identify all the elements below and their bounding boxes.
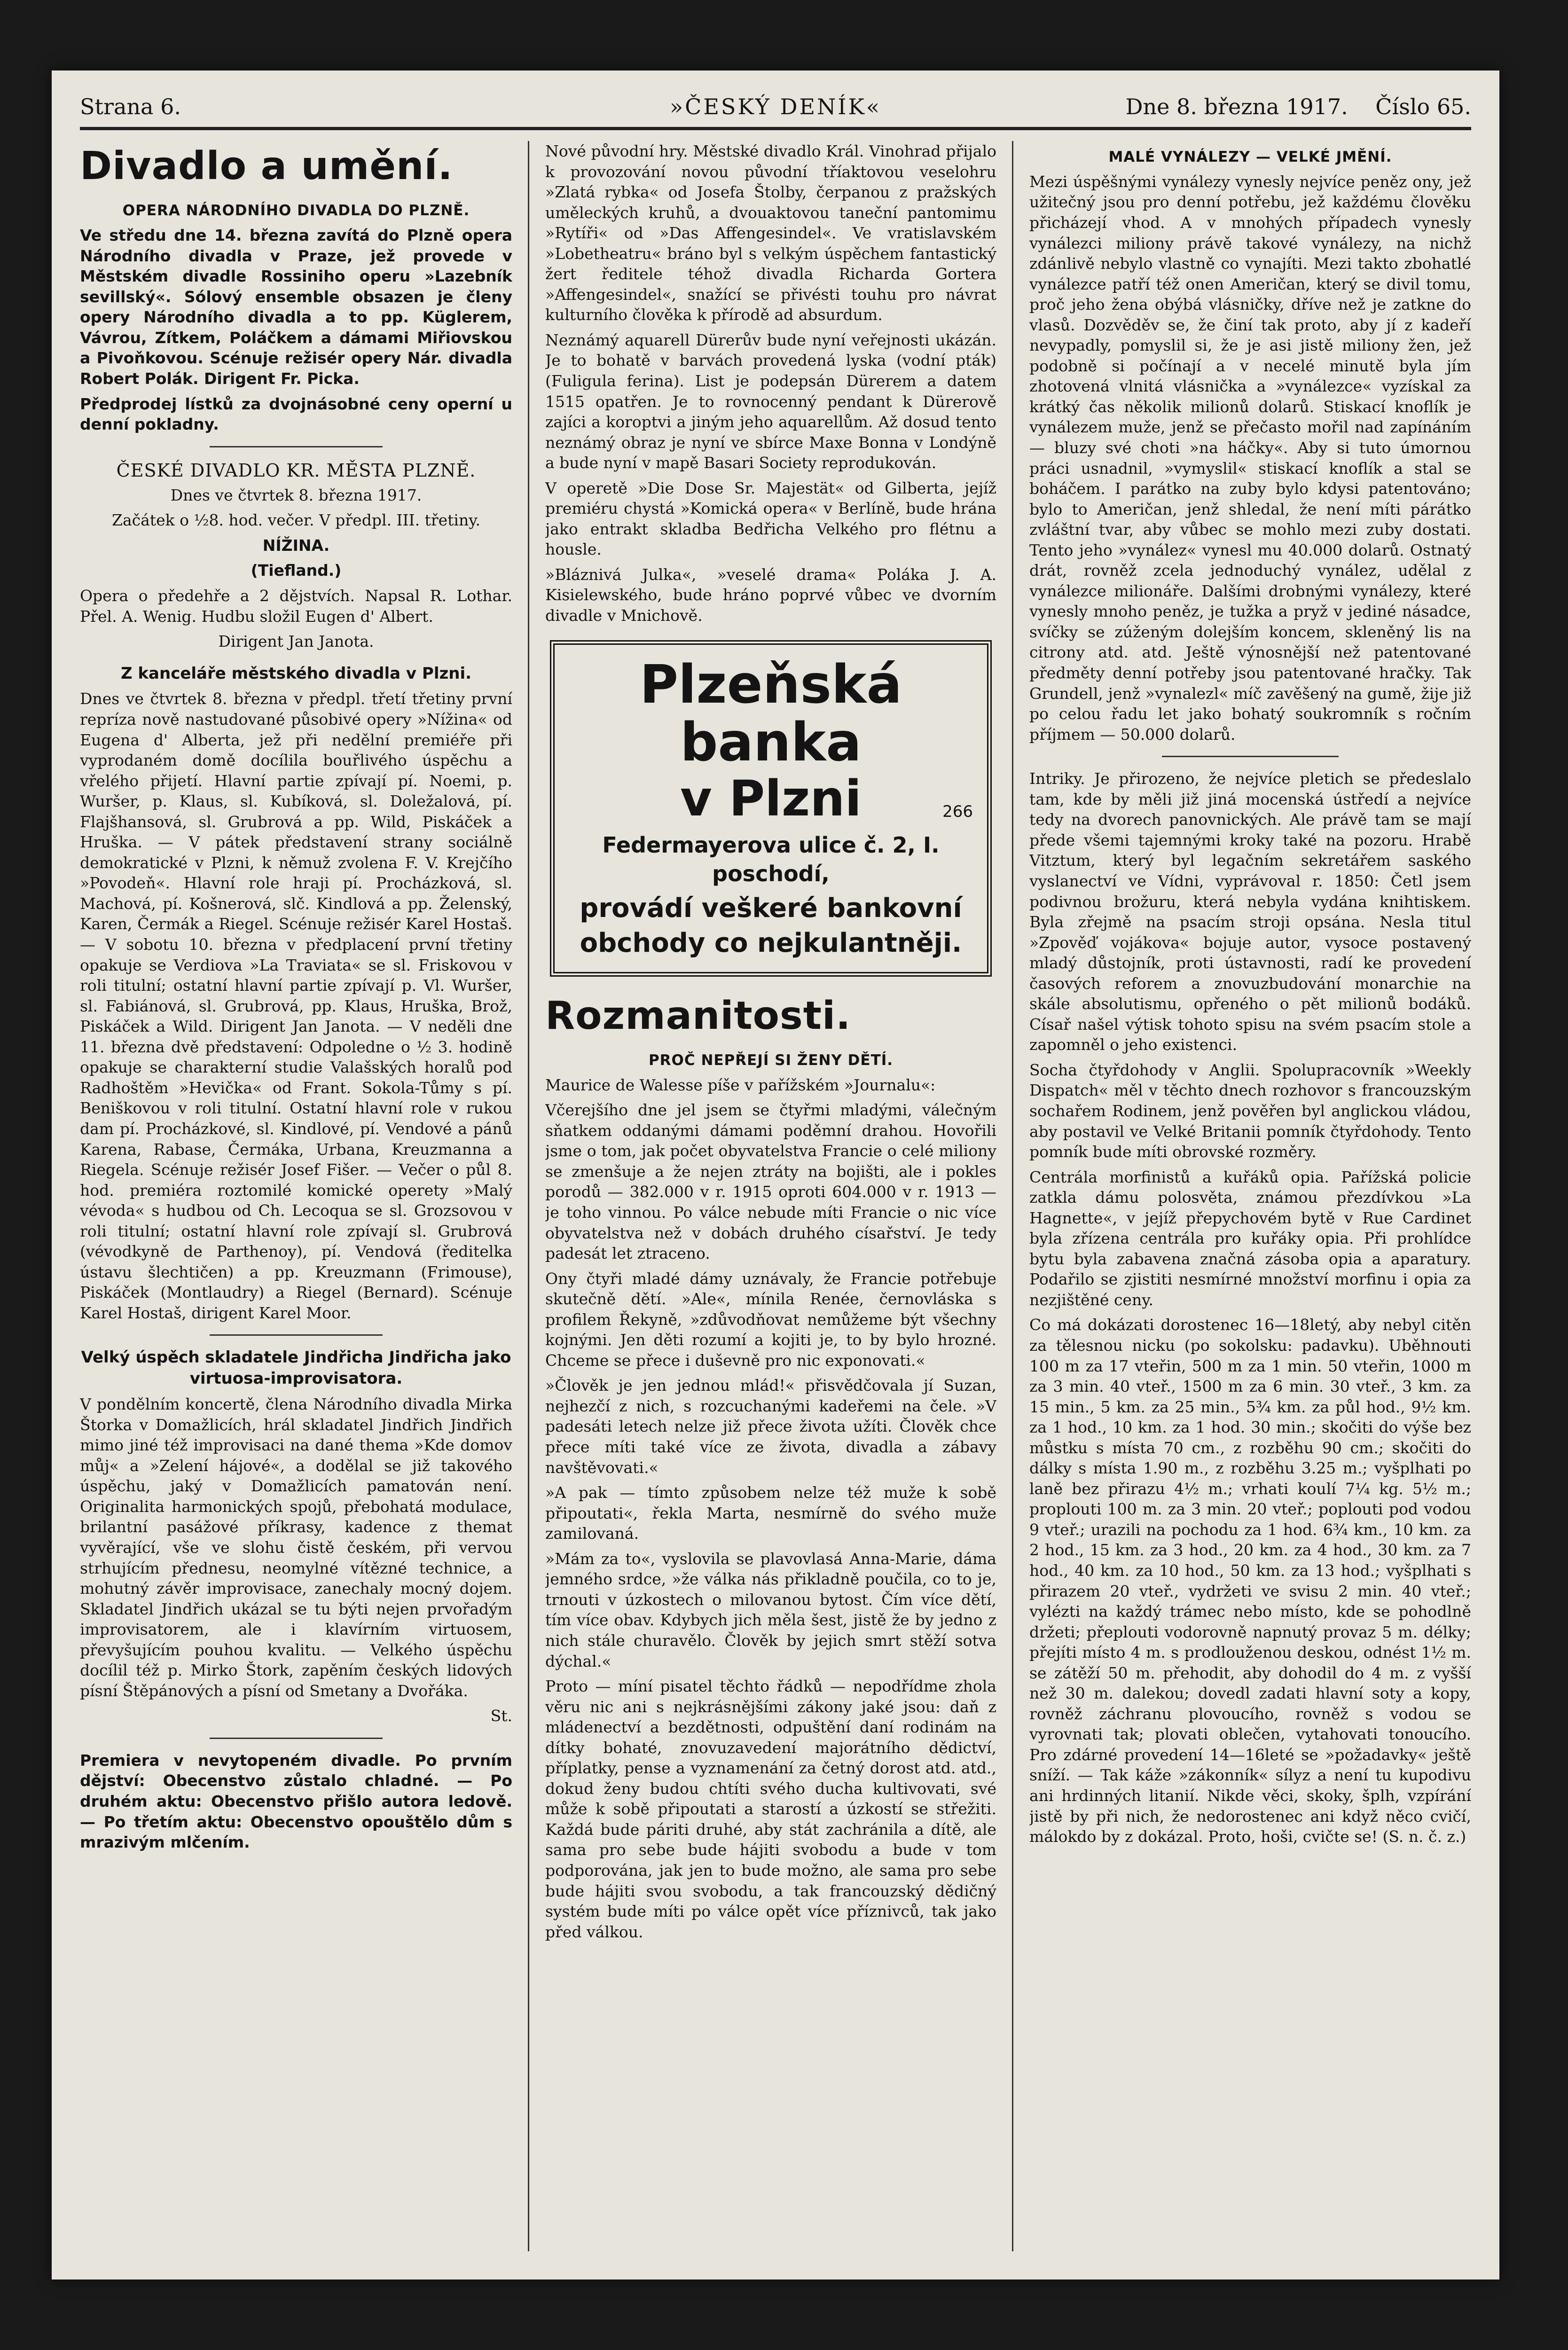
ad-slogan-1: provádí veškeré bankovní: [580, 893, 962, 924]
separator: [210, 446, 383, 447]
women-heading: PROČ NEPŘEJÍ SI ŽENY DĚTÍ.: [648, 1051, 894, 1069]
durer-text: Neznámý aquarell Dürerův bude nyní veřejnosti ukázán. Je to bohatě v barvách provedená lyska (vodní pták) (Fuligula ferina). List je podepsán Dürerem a datem 1515 opatřen. Je to rovnocenný pendant k Dürerově zajíci a koroptvi a jiným jeho aquarellům. Až dosud tento neznámý obraz je nyní ve sbírce Maxe Bonna v Londýně a bude nyní v mapě Basari Society reprodukován.: [545, 330, 996, 472]
play-title: NÍŽINA.: [262, 536, 330, 555]
inventions-text: Mezi úspěšnými vynálezy vynesly nejvíce peněz ony, jež užitečný jsou pro denní potřebu, jež každému člověku přicházejí vhod. A v mnohých případech vynesly vynálezci miliony právě takové vynálezy, na nichž zdánlivě nebylo vlastně co vynajíti. Mezi takto zbohatlé vynálezce patří též onen Američan, který se divil tomu, proč jeho žena obýbá vlásničky, dříve než je zatkne do vlasů. Dozvěděv se, že činí tak proto, aby jí z kadeří nevypadly, pomyslil si, že je asi jistě miliony žen, jež podobně si počínají a v necelé minutě byla jím zhotovená vlnitá vlásnička a »vynálezce« vyzískal za krátký čas několik milionů dolarů. Stiskací knoflík je vynálezem muže, jenž se přečasto mořil nad zapínáním — bluzy své choti »na háčky«. Aby si tuto úmornou práci usnadnil, »vymyslil« stiskací knoflík a stal se boháčem. I parátko na zuby bylo kdysi patentováno; bylo to Američan, jenž shledal, že není míti párátko zvláštní tvar, aby vůbec se mohlo mezi zuby dostati. Tento jeho »vynález« vynesl mu 40.000 dolarů. Ostnatý drát, rovněž zcela jednoduchý vynález, udělal z vynálezce milionáře. Dalšími drobnými vynálezy, které vynesly mnoho peněz, je tužka a pryž v jediné násadce, svíčky se zúženým dolejším koncem, skleněný lis na citrony atd. atd. Ještě výnosnější než patentované předměty denní potřeby jsou patentované hračky. Tak Grundell, jenž »vynalezl« míč zavěšený na gumě, žije již po celou řadu let jako bohatý soukromník s ročním příjmem — 50.000 dolarů.: [1029, 172, 1471, 744]
operetta-text: V operetě »Die Dose Sr. Majestät« od Gilberta, jejíž premiéru chystá »Komická opera« v Berlíně, bude hrána jako entrakt skladba Bedřicha Velkého pro flétnu a housle.: [545, 478, 996, 559]
office-heading: Z kanceláře městského divadla v Plzni.: [120, 664, 472, 683]
section-title-misc: Rozmanitosti.: [545, 993, 851, 1038]
premiere-text: Premiera v nevytopeném divadle. Po prvním dějství: Obecenstvo zůstalo chladné. — Po druhém aktu: Obecenstvo přišlo autora ledově. — Po třetím aktu: Obecenstvo opouštělo dům s mrazivým mlčením.: [80, 1751, 512, 1852]
morphine-text: Centrála morfinistů a kuřáků opia. Pařížská policie zatkla dámu polosvěta, známou přezdívkou »La Hagnette«, v jejíž přepychovém bytě v Rue Cardinet byla zřízena centrála pro kuřáky opia. Při prohlídce bytu byla zabavena značná zásoba opia a aparatury. Podařilo se zjistiti nesmírné množství morfinu i opia za nezjištěné ceny.: [1029, 1167, 1471, 1309]
section-title-theatre: Divadlo a umění.: [80, 144, 453, 188]
newspaper-page: [52, 70, 1499, 2280]
ad-bank-city: v Plzni 266: [680, 769, 973, 827]
women-paragraph: »Člověk je jen jednou mlád!« přisvědčovala jí Suzan, nejhezčí z nich, s rozcuchanými kadeřemi na čele. »V padesáti letech nelze již přece života užíti. Člověk chce přece míti také více ze života, divadla a zábavy navštěvovati.«: [545, 1376, 996, 1477]
youth-text: Co má dokázati dorostenec 16—18letý, aby nebyl citěn za tělesnou nicku (po sokolsku: padavku). Uběhnouti 100 m za 17 vteřin, 500 m za 1 min. 50 vteřin, 1000 m za 3 min. 40 vteř., 1500 m za 6 min. 30 vteř., 3 km. za 15 min., 5 km. za 25 min., 5¾ km. za půl hod., 9½ km. za 1 hod., 10 km. za 1 hod. 30 min.; skočiti do výše bez můstku s místa 70 cm., z rozběhu 90 cm.; skočiti do dálky s místa 1.90 m., z rozběhu 3.25 m.; vyšplhati po laně bez přirazu 4½ m.; vrhati koulí 7¼ kg. 5½ m.; proplouti 100 m. za 3 min. 20 vteř.; poplouti pod vodou 9 vteř.; urazili na pochodu za 1 hod. 6¾ km., 10 km. za 2 hod., 15 km. za 3 hod., 20 km. za 4 hod., 30 km. za 7 hod., 40 km. za 10 hod., 50 km. za 13 hod.; vyšplhati s přirazem 20 vteř., vydržeti ve svisu 2 min. 40 vteř.; vylézti na každý trámec nebo místo, kde se pohodlně držeti; přeplouti vodorovně napnutý provaz 5 m. délky; přejíti místo 4 m. s prodlouženou deskou, odnést 1½ m. se zátěží 50 m. přehodit, aby dohodil do 4 m. z vyšší než 30 m. dalekou; dovedl zadati hlavní soty a kopy, rovněž záchranu plovoucího, rovněž s vodou se vyrovnati tak; plovati oblečen, vytahovati tonoucího. Pro zdárné provedení 14—16leté se »požadavky« ještě sníží. — Tak káže »zákonník« sílyz a není tu kupodivu ani hrdinných litanií. Nikde věci, skoky, šplh, vzpírání jistě by při nich, že nedorostenec ani když něco cvičí, málokdo by z dokázal. Proto, hoši, cvičte se! (S. n. č. z.): [1029, 1316, 1471, 1846]
bank-advertisement: [550, 640, 992, 977]
ad-slogan-2: obchody co nejkulantněji.: [580, 927, 962, 958]
column-varia: [545, 141, 996, 2251]
issue-number: Číslo 65.: [1375, 94, 1471, 119]
column-theatre: [80, 141, 512, 2251]
column-rule: [528, 141, 529, 2251]
opera-heading: OPERA NÁRODNÍHO DIVADLA DO PLZNĚ.: [122, 202, 470, 219]
theatre-heading: ČESKÉ DIVADLO KR. MĚSTA PLZNĚ.: [116, 460, 476, 481]
plays-text: Nové původní hry. Městské divadlo Král. Vinohrad přijalo k provozování novou původní tříaktovou veselohru »Zlatá rybka« od Josefa Štolby, čerpanou z pražských uměleckých kruhů, a dvouaktovou taneční pantomimu »Rytíři« od »Das Affengesindel«. Ve vratislavském »Lobetheatru« bráno byl s velkým úspěchem fantastický žert ředitele téhož divadla Richarda Gortera »Affengesindel«, snažící se přivésti touhu pro návrat kulturního člověka k přírodě ad absurdum.: [545, 142, 996, 324]
women-paragraph: Ony čtyři mladé dámy uznávaly, že Francie potřebuje skutečně dětí. »Ale«, mínila Renée, černovláska s profilem Řekyně, »zdůvodňovat nemůžeme být všechny kojnými. Jen děti rozumí a kojiti je, to by bylo hrozné. Chceme se přece i duševně pro nic exponovati.«: [545, 1269, 996, 1370]
separator: [1162, 756, 1339, 757]
issue-info: [1126, 94, 1471, 119]
ad-address: Federmayerova ulice č. 2, I. poschodí,: [602, 832, 940, 887]
column-rule: [1012, 141, 1013, 2251]
composer-signature: St.: [490, 1707, 512, 1725]
julka-text: »Bláznivá Julka«, »veselé drama« Poláka J. A. Kisielewského, bude hráno poprvé vůbec ve dvorním divadle v Mnichově.: [545, 565, 996, 625]
sculpture-text: Socha čtyřdohody v Anglii. Spolupracovník »Weekly Dispatch« měl v těchto dnech rozhovor s francouzským sochařem Rodinem, jenž pověřen byl anglickou vládou, aby postavil ve Velké Britanii pomník čtyřdohody. Tento pomník bude míti obrovské rozměry.: [1029, 1060, 1471, 1161]
women-paragraph: Maurice de Walesse píše v pařížském »Journalu«:: [545, 1075, 936, 1094]
play-description: Opera o předehře a 2 dějstvích. Napsal R. Lothar. Přel. A. Wenig. Hudbu složil Eugen d' Albert.: [80, 586, 512, 626]
play-conductor: Dirigent Jan Janota.: [218, 632, 374, 651]
separator: [210, 1334, 383, 1336]
issue-date: Dne 8. března 1917.: [1125, 94, 1348, 119]
theatre-date: Dnes ve čtvrtek 8. března 1917.: [170, 486, 422, 504]
women-paragraph: Proto — míní pisatel těchto řádků — nepodřídme zhola věru nic ani s nejkrásnějšími zákony jaké jsou: daň z mládenectví a bezdětnosti, odpuštění daní rodinám na dítky bohaté, znovuzavedení majorátního dědictví, příplatky, pense a vyznamenání za četný dorost atd. atd., dokud ženy budou chtíti svého ducha kultivovati, své může k sobě připoutati a starostí a úzkostí se střežiti. Každá bude páriti druhé, aby stát zachránila a dítě, ale sama pro sebe bude hájiti svobodu a bude v tom podporována, jak jen to bude možno, ale sama pro sebe bude hájiti svou svobodu, a tak francouzský dědičný systém bude míti po válce opět více příznivců, tak jako před válkou.: [545, 1677, 996, 1941]
composer-text: V pondělním koncertě, člena Národního divadla Mirka Štorka v Domažlicích, hrál skladatel Jindřich Jindřich mimo jiné též improvisaci na dané thema »Kde domov můj« a »Zelení hájové«, a dodělal se již takového úspěchu, jaký v Domažlicích pamatován není. Originalita harmonických spojů, přebohatá modulace, brilantní pasážové příkrasy, kadence z themat vyvěrající, vše ve slohu čistě českém, při vervou strhujícím přednesu, neomylné vítězné technice, a mohutný závěr improvisace, zanechaly mocný dojem. Skladatel Jindřich ukázal se tu býti nejen prvořadým improvisatorem, ale i klavírním virtuosem, převyšujícím pouhou kvalitu. — Velkého úspěchu docílil též p. Mirko Štork, zapěním českých lidových písní Štěpánových a písní od Smetany a Dvořáka.: [80, 1395, 512, 1700]
ad-number: 266: [942, 802, 973, 821]
women-paragraph: »A pak — tímto způsobem nelze též muže k sobě připoutati«, řekla Marta, nesmírně do svého muže zamilovaná.: [545, 1483, 996, 1543]
composer-heading: Velký úspěch skladatele Jindřicha Jindřicha jako virtuosa-improvisatora.: [81, 1348, 511, 1388]
separator: [210, 1738, 383, 1739]
play-subtitle: (Tiefland.): [251, 561, 342, 580]
page-number: Strana 6.: [80, 94, 181, 119]
ad-bank-name: Plzeňská banka: [639, 654, 902, 773]
office-text: Dnes ve čtvrtek 8. března v předpl. třetí třetiny první repríza nově nastudované působivé opery »Nížina« od Eugena d' Alberta, jež při nedělní premiéře při vyprodaném domě docílila bouřlivého úspěchu a vřelého přijetí. Hlavní partie zpívají pí. Noemi, p. Wuršer, p. Klaus, sl. Kubíková, sl. Doležalová, pí. Flajšhansová, sl. Grubrová a pp. Wild, Piskáček a Hruška. — V pátek představení strany sociálně demokratické v Plzni, k němuž zvolena F. V. Krejčího »Povodeň«. Hlavní role hraji pí. Procházková, sl. Machová, pí. Košnerová, slč. Kindlová a pp. Želenský, Karen, Čermák a Riegel. Scénuje režisér Karel Hostaš. — V sobotu 10. března v předplacení první třetiny opakuje se Verdiova »La Traviata« se sl. Friskovou v roli titulní; ostatní hlavní partie zpívají p. Vl. Wuršer, sl. Fabiánová, sl. Grubrová, pp. Klaus, Hruška, Brož, Piskáček a Wild. Dirigent Jan Janota. — V neděli dne 11. března dvě představení: Odpoledne o ½ 3. hodině opakuje se charakterní studie Valašských horalů pod Radhoštěm »Hevička« od Frant. Sokola-Tůmy s pí. Beniškovou v roli titulní. Ostatní hlavní role v rukou dam pí. Procházkové, sl. Kindlové, pí. Vendové a pánů Karena, Rabase, Čermáka, Urbana, Kreuzmanna a Riegela. Scénuje režisér Josef Fišer. — Večer o půl 8. hod. premiéra roztomilé komické operety »Malý vévoda« s hudbou od Ch. Lecoqua se sl. Grozsovou v roli titulní; ostatní hlavní role zpívají sl. Grubrová (vévodkyně de Parthenoy), pí. Vendová (ředitelka ústavu šlechtičen) a pp. Kreuzmann (Frimouse), Piskáček (Montlaudry) a Riegel (Bernard). Scénuje Karel Hostaš, dirigent Karel Moor.: [80, 689, 512, 1322]
opera-note: Předprodej lístků za dvojnásobné ceny operní u denní pokladny.: [80, 394, 512, 434]
column-inventions: [1029, 141, 1471, 2251]
intrigue-text: Intriky. Je přirozeno, že nejvíce pletich se předeslalo tam, kde by měli již jiná mocenská ústředí a nejvíce tedy na dvorech panovnických. Ale právě tam se mají přede všemi tajemnými kroky také na pozoru. Hrabě Vitztum, který byl legačním sekretářem saského vyslanectví ve Vídni, vyprávoval r. 1850: Četl jsem podivnou brožuru, která nebyla vydána knihtiskem. Byla zřejmě na psacím stroji opsána. Nesla titul »Zpověď vojákova« bojuje autor, vysoce postavený mladý důstojník, proti ústavnosti, radí ke provedení časových reforem a znovuzbudování monarchie na skále absolutismu, opřeného o pět milionů bodáků. Císař našel výtisk tohoto spisu na svém psacím stole a zapomněl o jeho existenci.: [1029, 769, 1471, 1054]
women-paragraph: »Mám za to«, vyslovila se plavovlasá Anna-Marie, dáma jemného srdce, »že válka nás přikladně poučila, co to je, trnouti v úzkostech o milovanou bytost. Čím více dětí, tím více obav. Kdybych jich měla šest, jistě že by jedno z nich stále churavělo. Člověk by jejich smrt stěží sotva dýchal.«: [545, 1549, 996, 1670]
masthead: [80, 89, 1471, 130]
theatre-time: Začátek o ½8. hod. večer. V předpl. III. třetiny.: [112, 511, 480, 530]
opera-text: Ve středu dne 14. března zavítá do Plzně opera Národního divadla v Praze, jež provede v Městském divadle Rossiniho operu »Lazebník sevillský«. Sólový ensemble obsazen je členy opery Národního divadla a to pp. Küglerem, Vávrou, Zítkem, Poláčkem a dámami Miřiovskou a Pivoňkovou. Scénuje režisér opery Nár. divadla Robert Polák. Dirigent Fr. Picka.: [80, 226, 512, 388]
paper-title: »ČESKÝ DENÍK«: [670, 94, 881, 119]
inventions-heading: MALÉ VYNÁLEZY — VELKÉ JMĚNÍ.: [1108, 149, 1392, 165]
women-paragraph: Včerejšího dne jel jsem se čtyřmi mladými, válečným sňatkem oddanými dámami poděmní drahou. Hovořili jsme o tom, jak počet obyvatelstva Francie o celé miliony se zmenšuje a že nejen ztráty na bojišti, ale i pokles porodů — 382.000 v r. 1915 oproti 604.000 v r. 1913 — je toho vinnou. Po válce nebude míti Francie o nic více obyvatelstva než v dobách druhého císařství. Je tedy padesát let ztraceno.: [545, 1101, 996, 1263]
